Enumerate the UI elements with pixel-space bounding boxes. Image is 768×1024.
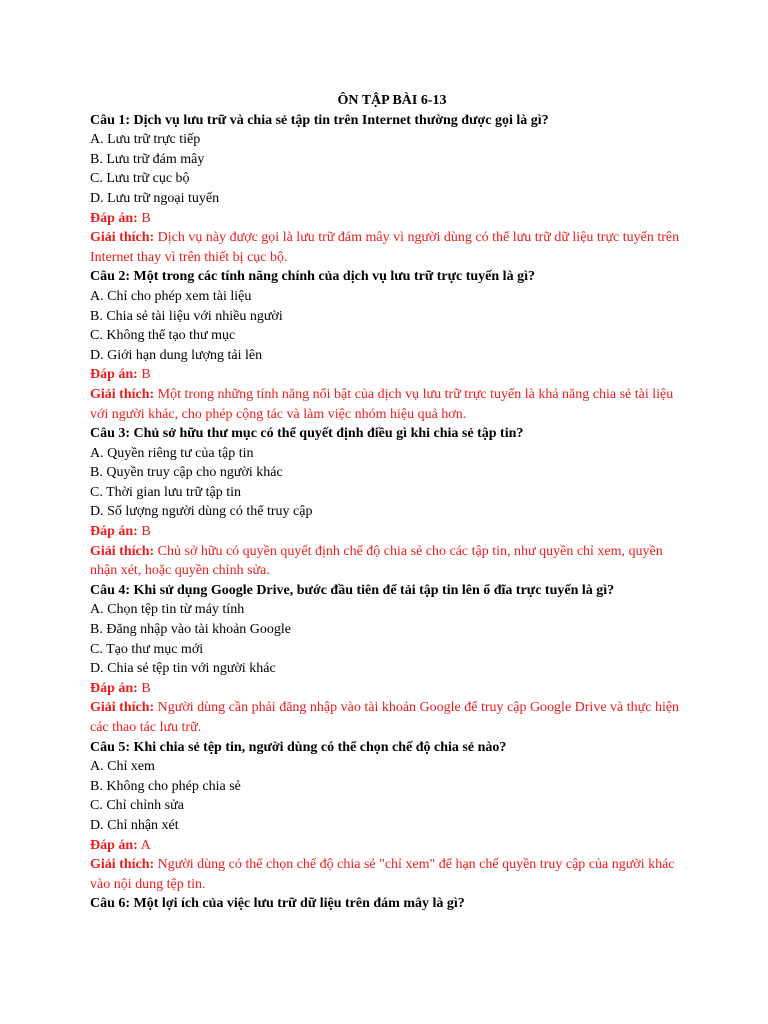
answer-value: B: [141, 367, 151, 383]
option-c: C. Không thể tạo thư mục: [90, 328, 236, 344]
answer-line: [90, 365, 690, 385]
option-a: A. Chỉ xem: [90, 759, 155, 775]
question-text: Câu 6: Một lợi ích của việc lưu trữ dữ liệu trên đám mây là gì?: [90, 896, 465, 912]
question-block: [90, 738, 690, 895]
option-a: A. Chọn tệp tin từ máy tính: [90, 602, 245, 618]
option-c: C. Chỉ chỉnh sửa: [90, 798, 184, 814]
explanation-text: Người dùng cần phải đăng nhập vào tài khoản Google để truy cập Google Drive và thực hiện các thao tác lưu trữ.: [90, 700, 680, 735]
explanation-text: Chủ sở hữu có quyền quyết định chế độ chia sẻ cho các tập tin, như quyền chỉ xem, quyền nhận xét, hoặc quyền chỉnh sửa.: [90, 543, 663, 579]
document-page: [90, 91, 690, 914]
document-title: ÔN TẬP BÀI 6-13: [337, 93, 447, 108]
question-block: [90, 894, 690, 914]
option-b: B. Không cho phép chia sẻ: [90, 778, 241, 794]
option-c: C. Thời gian lưu trữ tập tin: [90, 484, 242, 500]
option-d: D. Giới hạn dung lượng tải lên: [90, 347, 263, 363]
option-b: B. Đăng nhập vào tài khoản Google: [90, 622, 292, 638]
question-text: Câu 1: Dịch vụ lưu trữ và chia sẻ tập tin trên Internet thường được gọi là gì?: [90, 112, 549, 128]
answer-line: [90, 522, 690, 542]
explanation-line: [90, 855, 690, 894]
option-a: A. Lưu trữ trực tiếp: [90, 132, 201, 148]
question-text: Câu 4: Khi sử dụng Google Drive, bước đầu tiên để tải tập tin lên ổ đĩa trực tuyến là gì?: [90, 582, 615, 598]
option-a: A. Quyền riêng tư của tập tin: [90, 445, 254, 461]
option-c: C. Tạo thư mục mới: [90, 641, 204, 657]
option-c: C. Lưu trữ cục bộ: [90, 171, 190, 187]
question-block: [90, 581, 690, 738]
answer-value: A: [140, 837, 151, 853]
option-a: A. Chỉ cho phép xem tài liệu: [90, 288, 252, 304]
option-d: D. Số lượng người dùng có thể truy cập: [90, 504, 313, 520]
answer-label: Đáp án:: [90, 837, 138, 853]
question-block: [90, 111, 690, 268]
option-d: D. Chỉ nhận xét: [90, 817, 179, 833]
explanation-line: [90, 698, 690, 737]
question-text: Câu 5: Khi chia sẻ tệp tin, người dùng có thể chọn chế độ chia sẻ nào?: [90, 739, 507, 755]
option-b: B. Lưu trữ đám mây: [90, 151, 205, 167]
question-block: [90, 267, 690, 424]
explanation-text: Người dùng có thể chọn chế độ chia sẻ "chỉ xem" để hạn chế quyền truy cập của người khác vào nội dung tệp tin.: [90, 857, 675, 892]
answer-value: B: [141, 680, 151, 696]
explanation-line: [90, 542, 690, 581]
option-b: B. Chia sẻ tài liệu với nhiều người: [90, 308, 283, 324]
explanation-text: Một trong những tính năng nổi bật của dịch vụ lưu trữ trực tuyến là khả năng chia sẻ tài liệu với người khác, cho phép cộng tác và làm việc nhóm hiệu quả hơn.: [90, 386, 674, 422]
explanation-label: Giải thích:: [90, 386, 155, 402]
explanation-line: [90, 228, 690, 267]
explanation-line: [90, 385, 690, 424]
option-b: B. Quyền truy cập cho người khác: [90, 465, 283, 481]
explanation-label: Giải thích:: [90, 857, 155, 873]
answer-value: B: [141, 210, 151, 226]
explanation-label: Giải thích:: [90, 700, 155, 716]
answer-label: Đáp án:: [90, 680, 138, 696]
answer-line: [90, 836, 690, 856]
answer-label: Đáp án:: [90, 367, 138, 383]
explanation-text: Dịch vụ này được gọi là lưu trữ đám mây vì người dùng có thể lưu trữ dữ liệu trực tuyến trên Internet thay vì trên thiết bị cục bộ.: [90, 230, 680, 265]
question-block: [90, 424, 690, 581]
explanation-label: Giải thích:: [90, 543, 155, 559]
question-text: Câu 2: Một trong các tính năng chính của dịch vụ lưu trữ trực tuyến là gì?: [90, 269, 535, 285]
explanation-label: Giải thích:: [90, 230, 155, 246]
option-d: D. Chia sẻ tệp tin với người khác: [90, 661, 276, 677]
answer-line: [90, 209, 690, 229]
answer-label: Đáp án:: [90, 524, 138, 540]
option-d: D. Lưu trữ ngoại tuyến: [90, 190, 220, 206]
answer-label: Đáp án:: [90, 210, 138, 226]
answer-line: [90, 679, 690, 699]
answer-value: B: [141, 524, 151, 540]
question-text: Câu 3: Chủ sở hữu thư mục có thể quyết định điều gì khi chia sẻ tập tin?: [90, 426, 524, 442]
